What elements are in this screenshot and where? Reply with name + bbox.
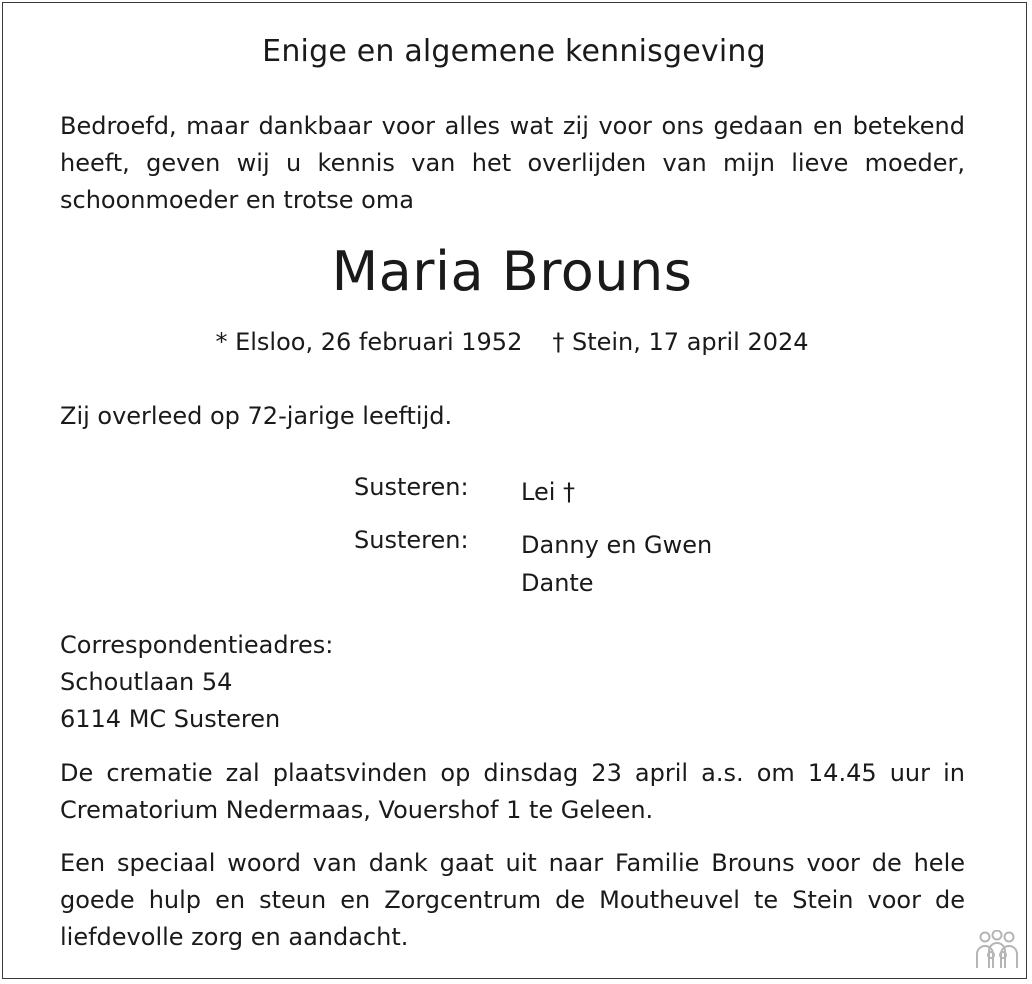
deceased-name: Maria Brouns — [331, 240, 693, 303]
family-place: Susteren: — [354, 526, 469, 554]
correspondence-address — [60, 627, 333, 738]
family-names — [521, 526, 712, 602]
family-member: Lei † — [521, 478, 576, 506]
cremation-text: De crematie zal plaatsvinden op dinsdag 23 april a.s. om 14.45 uur in Crematorium Nedermaas, Vouershof 1 te Geleen. — [60, 759, 965, 824]
address-city: 6114 MC Susteren — [60, 705, 281, 733]
family-group-icon — [972, 930, 1022, 970]
life-dates — [0, 328, 1024, 356]
thanks-text: Een speciaal woord van dank gaat uit naar Familie Brouns voor de hele goede hulp en steun en Zorgcentrum de Moutheuvel te Stein voor de liefdevolle zorg en aandacht. — [60, 849, 965, 951]
family-member: Dante — [521, 569, 594, 597]
notice-title: Enige en algemene kennisgeving — [262, 34, 766, 69]
family-member: Danny en Gwen — [521, 531, 713, 559]
age-text: Zij overleed op 72-jarige leeftijd. — [60, 402, 453, 430]
death-date: † Stein, 17 april 2024 — [552, 328, 809, 356]
address-street: Schoutlaan 54 — [60, 668, 233, 696]
correspondence-label: Correspondentieadres: — [60, 631, 334, 659]
family-place: Susteren: — [354, 473, 469, 501]
family-names — [521, 473, 575, 511]
intro-text: Bedroefd, maar dankbaar voor alles wat zij voor ons gedaan en betekend heeft, geven wij u kennis van het overlijden van mijn lieve moeder, schoonmoeder en trotse oma — [60, 112, 965, 214]
birth-date: * Elsloo, 26 februari 1952 — [215, 328, 523, 356]
